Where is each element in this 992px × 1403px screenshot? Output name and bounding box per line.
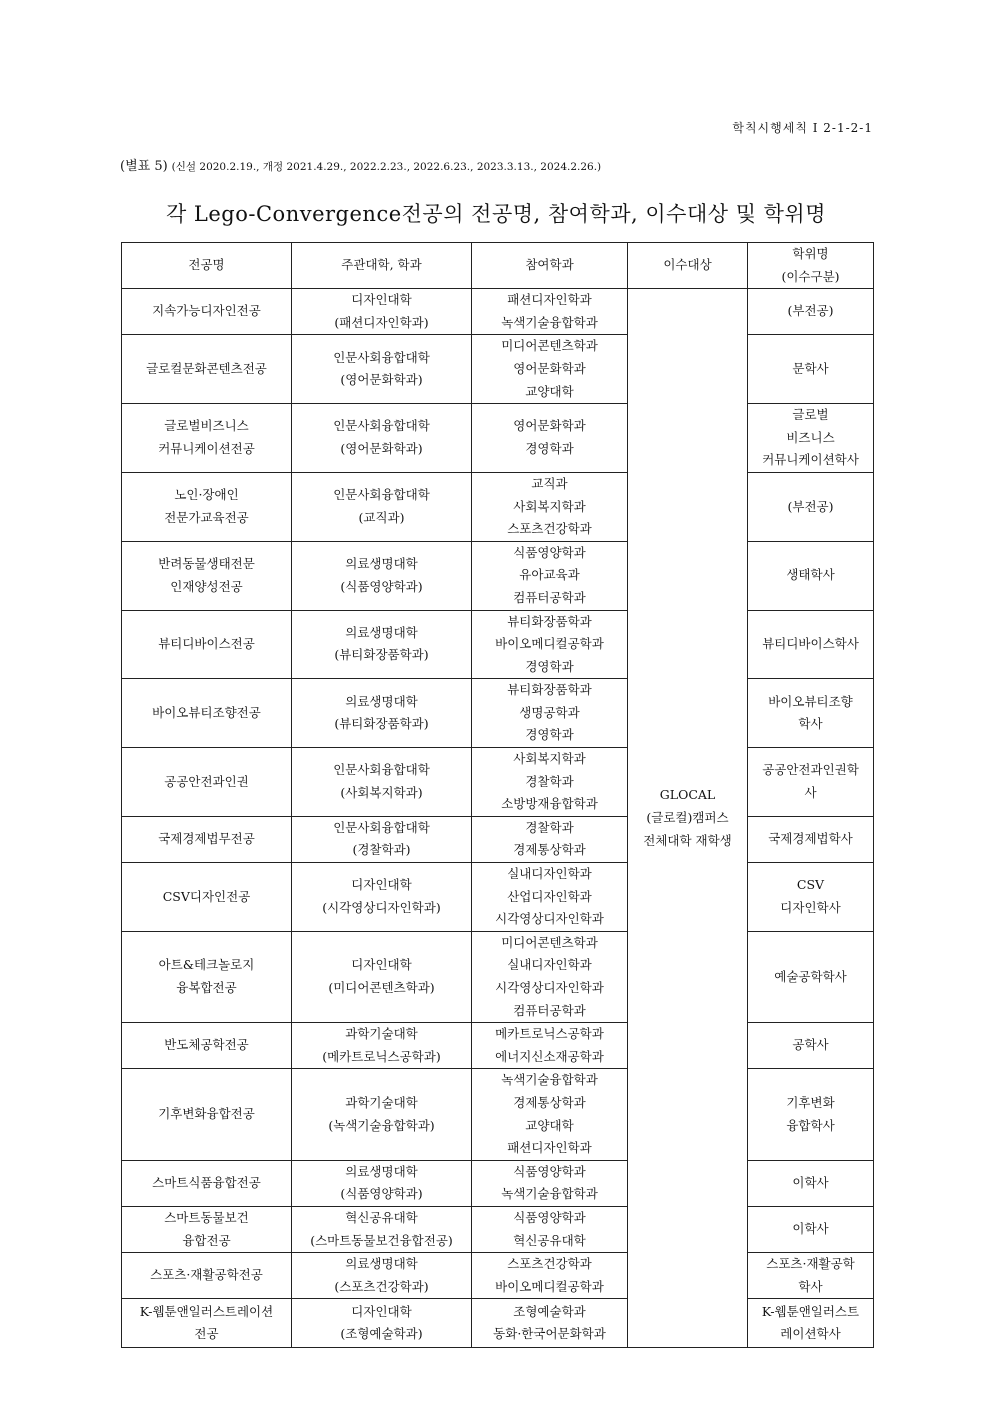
major-name-cell: 반도체공학전공 <box>122 1023 292 1069</box>
degree-cell: 공학사 <box>748 1023 874 1069</box>
major-table <box>121 242 874 1348</box>
major-name-cell: 뷰티디바이스전공 <box>122 610 292 679</box>
participating-depts-cell: 메카트로닉스공학과 에너지신소재공학과 <box>472 1023 628 1069</box>
host-college-cell: 인문사회융합대학 (사회복지학과) <box>292 748 472 817</box>
degree-cell: 국제경제법학사 <box>748 816 874 862</box>
major-name-cell: 아트&테크놀로지 융복합전공 <box>122 931 292 1022</box>
degree-cell: (부전공) <box>748 472 874 541</box>
major-name-cell: 반려동물생태전문 인재양성전공 <box>122 541 292 610</box>
major-name-cell: 스마트식품융합전공 <box>122 1160 292 1206</box>
participating-depts-cell: 교직과 사회복지학과 스포츠건강학과 <box>472 472 628 541</box>
table-row <box>122 1160 874 1206</box>
major-name-cell: 지속가능디자인전공 <box>122 289 292 335</box>
table-row <box>122 289 874 335</box>
table-row <box>122 1023 874 1069</box>
participating-depts-cell: 식품영양학과 유아교육과 컴퓨터공학과 <box>472 541 628 610</box>
participating-depts-cell: 실내디자인학과 산업디자인학과 시각영상디자인학과 <box>472 863 628 932</box>
major-name-cell: 스포츠·재활공학전공 <box>122 1253 292 1299</box>
annex-line <box>120 155 601 174</box>
host-college-cell: 의료생명대학 (뷰티화장품학과) <box>292 679 472 748</box>
host-college-cell: 혁신공유대학 (스마트동물보건융합전공) <box>292 1206 472 1252</box>
host-college-cell: 디자인대학 (조형예술학과) <box>292 1299 472 1348</box>
major-name-cell: 글로컬문화콘텐츠전공 <box>122 335 292 404</box>
table-row <box>122 335 874 404</box>
host-college-cell: 의료생명대학 (스포츠건강학과) <box>292 1253 472 1299</box>
major-name-cell: 글로벌비즈니스 커뮤니케이션전공 <box>122 404 292 473</box>
host-college-cell: 의료생명대학 (뷰티화장품학과) <box>292 610 472 679</box>
host-college-cell: 의료생명대학 (식품영양학과) <box>292 541 472 610</box>
degree-cell: 공공안전과인권학 사 <box>748 748 874 817</box>
table-row <box>122 1253 874 1299</box>
host-college-cell: 과학기술대학 (메카트로닉스공학과) <box>292 1023 472 1069</box>
major-name-cell: 공공안전과인권 <box>122 748 292 817</box>
participating-depts-cell: 사회복지학과 경찰학과 소방방재융합학과 <box>472 748 628 817</box>
table-row <box>122 1299 874 1348</box>
participating-depts-cell: 영어문화학과 경영학과 <box>472 404 628 473</box>
participating-depts-cell: 식품영양학과 혁신공유대학 <box>472 1206 628 1252</box>
host-college-cell: 디자인대학 (미디어콘텐츠학과) <box>292 931 472 1022</box>
host-college-cell: 인문사회융합대학 (교직과) <box>292 472 472 541</box>
table-row <box>122 931 874 1022</box>
degree-cell: 기후변화 융합학사 <box>748 1069 874 1160</box>
degree-cell: 바이오뷰티조향 학사 <box>748 679 874 748</box>
host-college-cell: 디자인대학 (시각영상디자인학과) <box>292 863 472 932</box>
participating-depts-cell: 패션디자인학과 녹색기술융합학과 <box>472 289 628 335</box>
host-college-cell: 인문사회융합대학 (영어문화학과) <box>292 335 472 404</box>
table-row <box>122 610 874 679</box>
annex-label: (별표 5) <box>120 159 168 174</box>
column-header: 주관대학, 학과 <box>292 243 472 289</box>
host-college-cell: 인문사회융합대학 (영어문화학과) <box>292 404 472 473</box>
page-title: 각 Lego-Convergence전공의 전공명, 참여학과, 이수대상 및 학위명 <box>165 202 827 226</box>
major-name-cell: 국제경제법무전공 <box>122 816 292 862</box>
degree-cell: 글로벌 비즈니스 커뮤니케이션학사 <box>748 404 874 473</box>
participating-depts-cell: 경찰학과 경제통상학과 <box>472 816 628 862</box>
degree-cell: CSV 디자인학사 <box>748 863 874 932</box>
participating-depts-cell: 미디어콘텐츠학과 실내디자인학과 시각영상디자인학과 컴퓨터공학과 <box>472 931 628 1022</box>
major-name-cell: 바이오뷰티조향전공 <box>122 679 292 748</box>
participating-depts-cell: 조형예술학과 동화·한국어문화학과 <box>472 1299 628 1348</box>
table-row <box>122 863 874 932</box>
degree-cell: 생태학사 <box>748 541 874 610</box>
table-row <box>122 748 874 817</box>
degree-cell: 뷰티디바이스학사 <box>748 610 874 679</box>
host-college-cell: 의료생명대학 (식품영양학과) <box>292 1160 472 1206</box>
table-row <box>122 1206 874 1252</box>
major-name-cell: K-웹툰앤일러스트레이션 전공 <box>122 1299 292 1348</box>
table-row <box>122 679 874 748</box>
host-college-cell: 인문사회융합대학 (경찰학과) <box>292 816 472 862</box>
participating-depts-cell: 스포츠건강학과 바이오메디컬공학과 <box>472 1253 628 1299</box>
column-header: 전공명 <box>122 243 292 289</box>
table-row <box>122 404 874 473</box>
degree-cell: 이학사 <box>748 1206 874 1252</box>
major-name-cell: 노인·장애인 전문가교육전공 <box>122 472 292 541</box>
participating-depts-cell: 미디어콘텐츠학과 영어문화학과 교양대학 <box>472 335 628 404</box>
table-header-row <box>122 243 874 289</box>
table-row <box>122 816 874 862</box>
regulation-code: 학칙시행세칙 Ⅰ 2-1-2-1 <box>732 121 873 135</box>
major-name-cell: CSV디자인전공 <box>122 863 292 932</box>
participating-depts-cell: 녹색기술융합학과 경제통상학과 교양대학 패션디자인학과 <box>472 1069 628 1160</box>
participating-depts-cell: 식품영양학과 녹색기술융합학과 <box>472 1160 628 1206</box>
host-college-cell: 과학기술대학 (녹색기술융합학과) <box>292 1069 472 1160</box>
target-students-cell: GLOCAL (글로컬)캠퍼스 전체대학 재학생 <box>628 289 748 1348</box>
major-name-cell: 기후변화융합전공 <box>122 1069 292 1160</box>
degree-cell: 스포츠·재활공학 학사 <box>748 1253 874 1299</box>
table-row <box>122 472 874 541</box>
column-header: 참여학과 <box>472 243 628 289</box>
host-college-cell: 디자인대학 (패션디자인학과) <box>292 289 472 335</box>
major-name-cell: 스마트동물보건 융합전공 <box>122 1206 292 1252</box>
participating-depts-cell: 뷰티화장품학과 바이오메디컬공학과 경영학과 <box>472 610 628 679</box>
amendment-history: (신설 2020.2.19., 개정 2021.4.29., 2022.2.23., 2022.6.23., 2023.3.13., 2024.2.26.) <box>171 161 602 173</box>
table-row <box>122 1069 874 1160</box>
degree-cell: 이학사 <box>748 1160 874 1206</box>
degree-cell: K-웹툰앤일러스트 레이션학사 <box>748 1299 874 1348</box>
column-header: 학위명 (이수구분) <box>748 243 874 289</box>
table-row <box>122 541 874 610</box>
degree-cell: 예술공학학사 <box>748 931 874 1022</box>
degree-cell: (부전공) <box>748 289 874 335</box>
column-header: 이수대상 <box>628 243 748 289</box>
participating-depts-cell: 뷰티화장품학과 생명공학과 경영학과 <box>472 679 628 748</box>
degree-cell: 문학사 <box>748 335 874 404</box>
